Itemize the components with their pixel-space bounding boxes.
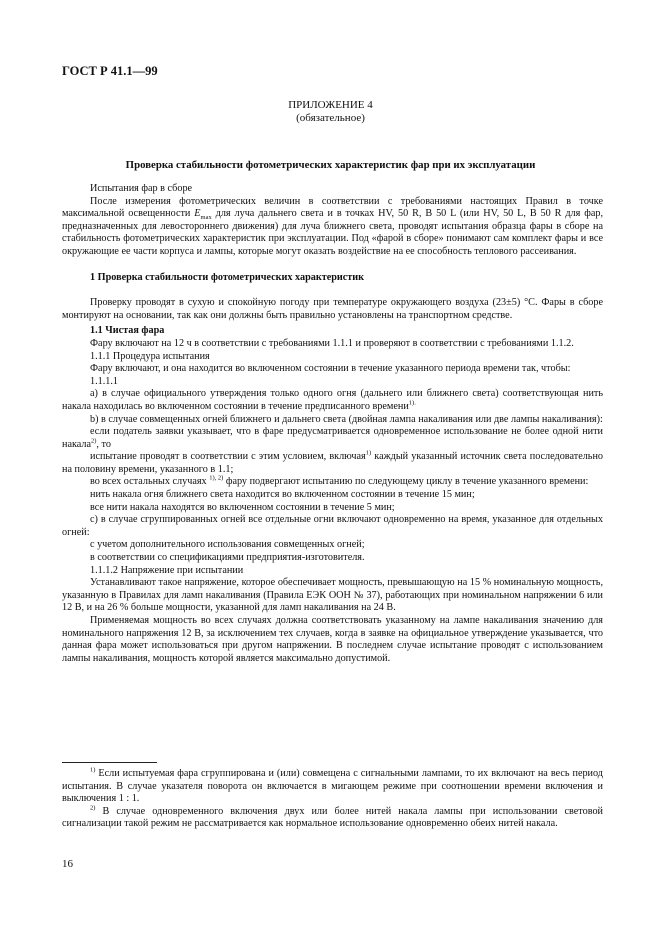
clause-1-1-heading: 1.1 Чистая фара xyxy=(90,325,165,337)
footnotes xyxy=(62,768,603,831)
item-b-4: нить накала огня ближнего света находится во включенном состоянии в течение 15 мин; xyxy=(90,489,475,501)
item-b-1-text: если податель заявки указывает, что в фаре предусматривается одновременное использование не более одной нити накала xyxy=(62,426,603,450)
item-a-text: а) в случае официального утверждения только одного огня (дальнего или ближнего света) соответствующая нить накала находилась во включенном состоянии в течение предписанного времени xyxy=(62,388,603,412)
item-b-2-text-b: каждый указанный источник света последовательно на половину времени, указанного в 1.1; xyxy=(62,451,603,475)
section-title: Проверка стабильности фотометрических характеристик фар при их эксплуатации xyxy=(125,159,536,171)
footnote-divider xyxy=(62,762,157,763)
page-number: 16 xyxy=(62,858,73,870)
symbol-e-subscript: max xyxy=(200,214,212,222)
appendix-status: (обязательное) xyxy=(296,112,365,124)
clause-1-1-1-text: Фару включают, и она находится во включенном состоянии в течение указанного периода времени так, чтобы: xyxy=(90,363,571,375)
intro-text-b: для луча дальнего света и в точках HV, 50 R, B 50 L (или HV, 50 L, B 50 R для фар, предназначенных для левостороннего движения) для луча ближнего света, проводят испытания образца фары в сборе на стабильность фотометрических характеристик при эксплуатации. Под «фарой в сборе» понимают сам комплект фары и все окружающие ее части корпуса и лампы, которые могут оказать воздействие на ее способность теплового рассеивания. xyxy=(62,208,603,257)
appendix-title: ПРИЛОЖЕНИЕ 4 xyxy=(288,99,373,111)
item-b-5: все нити накала находятся во включенном состоянии в течение 5 мин; xyxy=(90,501,395,513)
clause-1-1-1-2-text: Устанавливают такое напряжение, которое обеспечивает мощность, превышающую на 15 % номинальную мощность, указанную в Правилах для ламп накаливания (Правила ЕЭК ООН № 37), работающих при номинальном напряжении 6 или 12 В, и на 26 % больше мощности, указанной для ламп накаливания на 24 В. xyxy=(62,577,603,614)
symbol-e: E xyxy=(194,208,201,220)
item-b-3-text-b: фару подвергают испытанию по следующему циклу в течение указанного времени: xyxy=(223,476,589,488)
footnote-1-text: Если испытуемая фара сгруппирована и (или) совмещена с сигнальными лампами, то их включают на весь период испытания. В случае указателя поворота он включается в мигающем режиме при соотношении времени включения и выключения 1 : 1. xyxy=(62,768,603,805)
clause-1-1-1-2-text-b: Применяемая мощность во всех случаях должна соответствовать указанному на лампе накаливания значению для номинального напряжения 12 В, за исключением тех случаев, когда в заявке на официальное утверждение указывается, что данная фара может использоваться при другом напряжении. В последнем случае испытание проводят с использованием лампы накаливания, мощность которой является максимально допустимой. xyxy=(62,615,603,664)
item-c-2: в соответствии со спецификациями предприятия-изготовителя. xyxy=(90,552,365,564)
intro-text-a: После измерения фотометрических величин в соответствии с требованиями настоящих Правил в точке максимальной освещенности xyxy=(62,195,603,220)
clause-1-1-text: Фару включают на 12 ч в соответствии с требованиями 1.1.1 и проверяют в соответствии с требованиями 1.1.2. xyxy=(90,337,574,349)
item-b-1-footnote-ref: 2) xyxy=(91,437,97,445)
item-b-3 xyxy=(62,476,603,489)
item-b-3-text-a: во всех остальных случаях xyxy=(90,476,210,488)
section-1-heading: 1 Проверка стабильности фотометрических характеристик xyxy=(90,271,365,283)
section-1-paragraph: Проверку проводят в сухую и спокойную погоду при температуре окружающего воздуха (23±5) °С. Фары в сборе монтируют на основании, так как они должны быть правильно установлены на транспортном средстве. xyxy=(62,297,603,321)
item-a-footnote-ref: 1). xyxy=(408,399,416,407)
document-body xyxy=(62,183,603,665)
standard-id: ГОСТ Р 41.1—99 xyxy=(62,64,158,78)
item-c-1: с учетом дополнительного использования совмещенных огней; xyxy=(90,539,365,551)
item-b-1-end: , то xyxy=(96,438,111,450)
footnote-2-mark: 2) xyxy=(90,804,96,812)
item-b-2-footnote-ref: 1) xyxy=(365,449,372,457)
footnote-2-text: В случае одновременного включения двух или более нитей накала лампы при использовании световой сигнализации такой режим не рассматривается как нормальное использование одновременно обеих нитей накала. xyxy=(62,805,603,830)
item-c: с) в случае сгруппированных огней все отдельные огни включают одновременно на время, указанное для отдельных огней: xyxy=(62,514,603,538)
intro-paragraph xyxy=(62,196,603,259)
item-b: b) в случае совмещенных огней ближнего и дальнего света (двойная лампа накаливания или две лампы накаливания): xyxy=(90,413,603,425)
item-b-2 xyxy=(62,451,603,476)
footnote-2 xyxy=(62,806,603,831)
item-a xyxy=(62,388,603,413)
item-b-1 xyxy=(62,426,603,451)
item-b-3-footnote-ref: 1), 2) xyxy=(209,475,224,483)
intro-label: Испытания фар в сборе xyxy=(90,183,193,194)
footnote-1-mark: 1) xyxy=(90,766,96,774)
item-b-2-text-a: испытание проводят в соответствии с этим условием, включая xyxy=(90,451,366,463)
clause-1-1-1-1-heading: 1.1.1.1 xyxy=(90,375,119,387)
clause-1-1-1-heading: 1.1.1 Процедура испытания xyxy=(90,350,210,362)
appendix-heading xyxy=(0,99,661,125)
clause-1-1-1-2-heading: 1.1.1.2 Напряжение при испытании xyxy=(90,564,244,576)
footnote-1 xyxy=(62,768,603,806)
